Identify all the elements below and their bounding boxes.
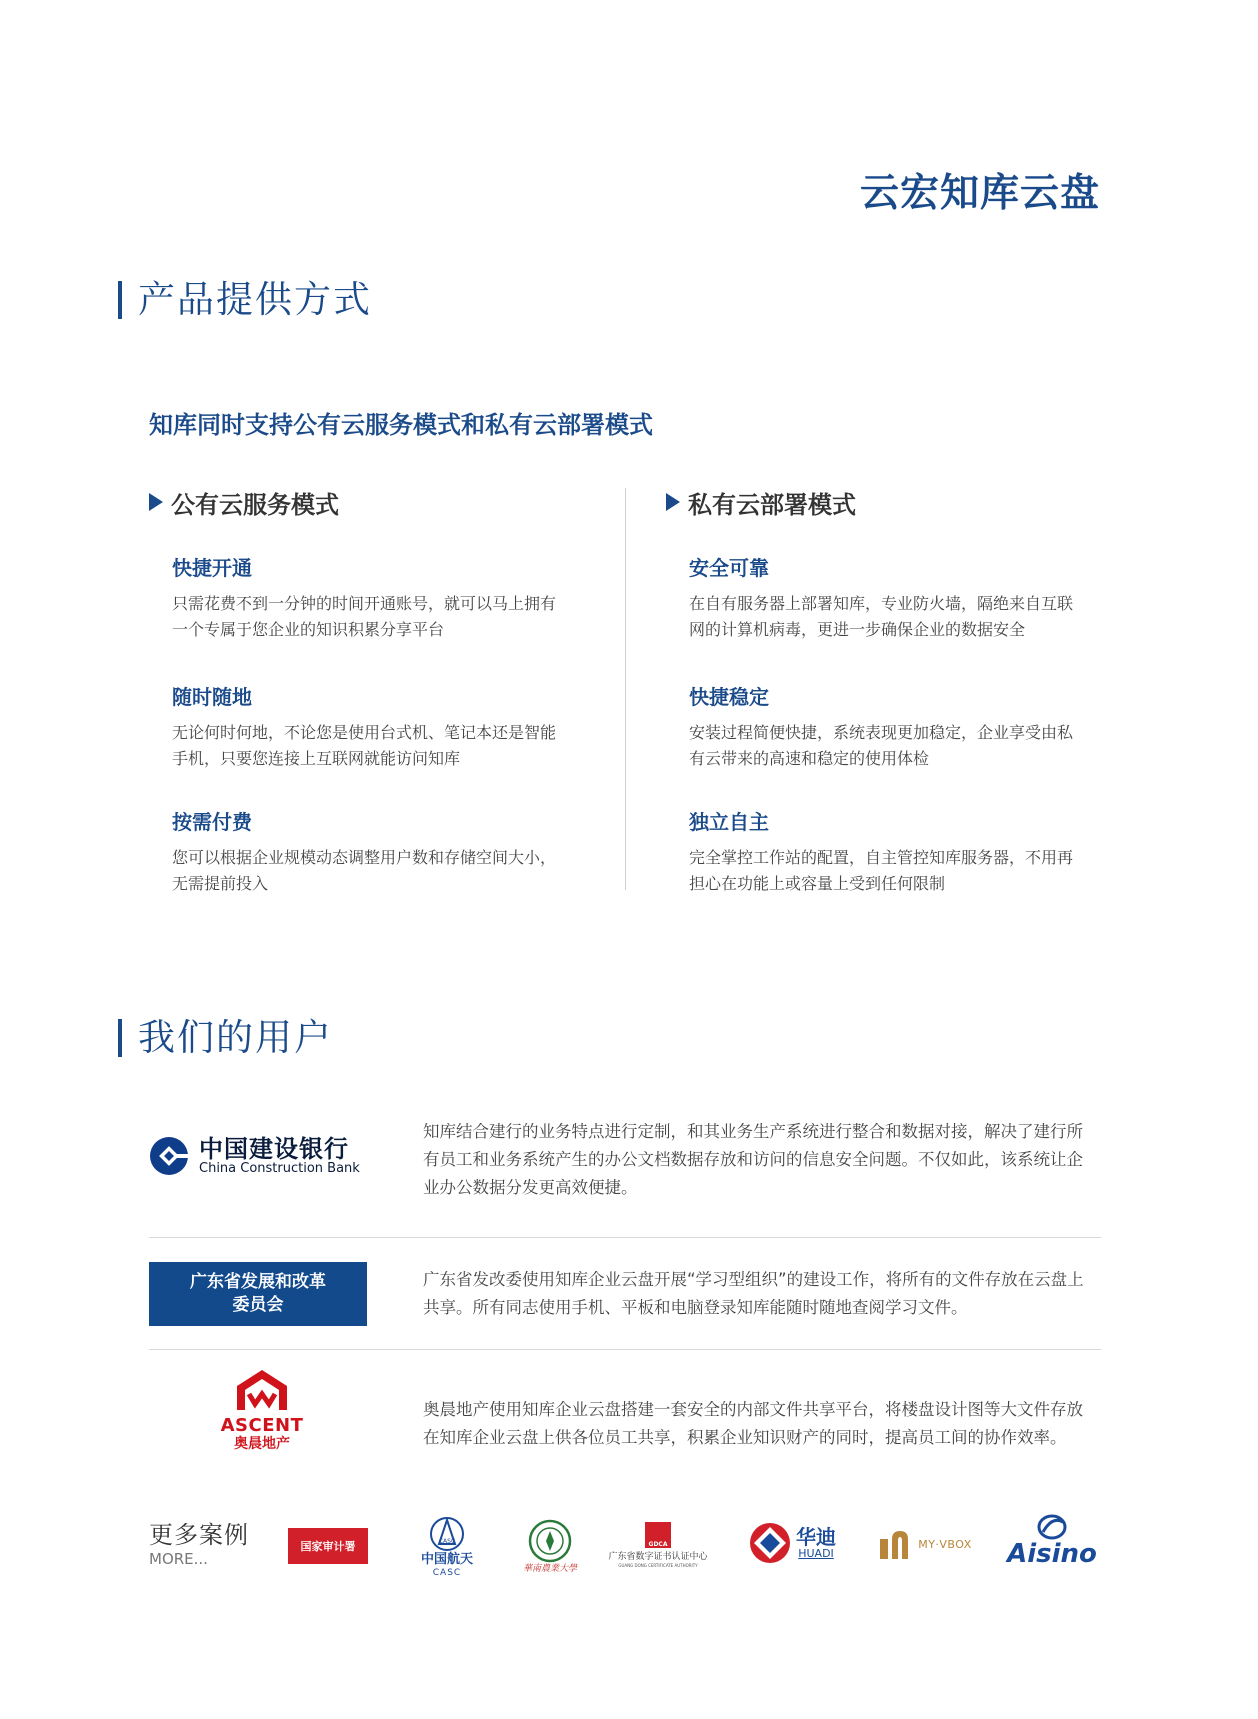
ccb-name-cn: 中国建设银行 bbox=[199, 1135, 349, 1163]
feature-desc bbox=[689, 591, 1109, 643]
more-cases-subtitle: MORE... bbox=[149, 1550, 208, 1568]
gd-drc-logo bbox=[149, 1262, 367, 1326]
casc-emblem-icon bbox=[429, 1516, 465, 1552]
user-case-desc bbox=[423, 1396, 1103, 1452]
ccb-name-en: China Construction Bank bbox=[199, 1161, 360, 1176]
gdca-badge-text: GDCA bbox=[648, 1540, 668, 1548]
feature-desc-line: 您可以根据企业规模动态调整用户数和存储空间大小， bbox=[172, 848, 557, 867]
ascent-name-cn: 奥晨地产 bbox=[234, 1436, 290, 1452]
desc-line: 在知库企业云盘上供各位员工共享，积累企业知识财产的同时，提高员工间的协作效率。 bbox=[423, 1428, 1067, 1447]
myvbox-name: MY·VBOX bbox=[918, 1537, 972, 1551]
feature-desc bbox=[172, 720, 592, 772]
private-cloud-column bbox=[666, 485, 1096, 893]
aisino-logo bbox=[1002, 1506, 1102, 1576]
casc-badge-text: CASC bbox=[438, 1538, 456, 1545]
scau-name: 華南農業大學 bbox=[522, 1564, 577, 1574]
ascent-name-en: ASCENT bbox=[220, 1415, 304, 1436]
ascent-logo bbox=[217, 1368, 307, 1452]
more-cases bbox=[149, 1520, 249, 1568]
feature-item bbox=[689, 807, 1109, 897]
ascent-house-icon bbox=[235, 1368, 289, 1412]
gdca-name-cn: 广东省数字证书认证中心 bbox=[608, 1551, 708, 1562]
desc-line: 奥晨地产使用知库企业云盘搭建一套安全的内部文件共享平台，将楼盘设计图等大文件存放 bbox=[423, 1400, 1083, 1419]
feature-item bbox=[172, 682, 592, 772]
casc-emblem bbox=[429, 1516, 465, 1552]
feature-desc-line: 只需花费不到一分钟的时间开通账号，就可以马上拥有 bbox=[172, 594, 557, 613]
huadi-emblem-icon bbox=[748, 1521, 792, 1565]
ccb-logo bbox=[149, 1136, 360, 1176]
feature-desc-line: 在自有服务器上部署知库，专业防火墙，隔绝来自互联 bbox=[689, 594, 1074, 613]
feature-item bbox=[172, 553, 592, 643]
user-case-ccb bbox=[149, 1118, 1101, 1213]
column-title: 私有云部署模式 bbox=[688, 490, 856, 519]
feature-item bbox=[689, 682, 1109, 772]
feature-title: 随时随地 bbox=[172, 685, 252, 709]
desc-line: 业办公数据分发更高效便捷。 bbox=[423, 1178, 638, 1197]
gd-drc-name-line: 广东省发展和改革 bbox=[190, 1272, 326, 1292]
feature-title: 快捷开通 bbox=[172, 556, 252, 580]
huadi-wordmark bbox=[796, 1526, 836, 1560]
section-header-users bbox=[118, 1016, 333, 1060]
desc-line: 有员工和业务系统产生的办公文档数据存放和访问的信息安全问题。不仅如此，该系统让企 bbox=[423, 1150, 1083, 1169]
casc-name-cn: 中国航天 bbox=[420, 1552, 473, 1567]
delivery-subtitle: 知库同时支持公有云服务模式和私有云部署模式 bbox=[149, 411, 653, 439]
user-case-desc bbox=[423, 1118, 1103, 1202]
gdca-name-en: GUANG DONG CERTIFICATE AUTHORITY bbox=[618, 1562, 698, 1568]
casc-logo bbox=[412, 1512, 482, 1582]
scau-logo bbox=[515, 1512, 585, 1582]
desc-line: 广东省发改委使用知库企业云盘开展“学习型组织”的建设工作，将所有的文件存放在云盘上 bbox=[423, 1270, 1084, 1289]
section-header-delivery bbox=[118, 278, 372, 322]
feature-desc bbox=[689, 845, 1109, 897]
triangle-icon bbox=[666, 493, 680, 511]
audit-office-name: 国家审计署 bbox=[300, 1540, 356, 1553]
feature-item bbox=[172, 807, 592, 897]
feature-desc bbox=[172, 591, 592, 643]
feature-desc-line: 手机，只要您连接上互联网就能访问知库 bbox=[172, 749, 461, 768]
section-accent-bar bbox=[118, 1019, 122, 1057]
huadi-logo bbox=[742, 1515, 842, 1571]
column-header bbox=[666, 485, 1096, 519]
gdca-emblem bbox=[645, 1522, 671, 1548]
gd-drc-name-line: 委员会 bbox=[232, 1295, 284, 1315]
myvbox-emblem-icon bbox=[878, 1527, 914, 1561]
section-title: 我们的用户 bbox=[138, 1016, 333, 1059]
public-cloud-column bbox=[149, 485, 579, 893]
scau-seal-icon bbox=[528, 1519, 572, 1563]
feature-desc bbox=[172, 845, 592, 897]
feature-desc-line: 一个专属于您企业的知识积累分享平台 bbox=[172, 620, 445, 639]
casc-name-en: CASC bbox=[432, 1568, 462, 1578]
ccb-emblem-icon bbox=[149, 1136, 189, 1176]
feature-desc-line: 网的计算机病毒，更进一步确保企业的数据安全 bbox=[689, 620, 1026, 639]
row-divider bbox=[149, 1237, 1101, 1238]
user-case-desc bbox=[423, 1266, 1103, 1322]
feature-title: 独立自主 bbox=[689, 810, 769, 834]
section-title: 产品提供方式 bbox=[138, 278, 372, 321]
feature-item bbox=[689, 553, 1109, 643]
feature-title: 快捷稳定 bbox=[689, 685, 769, 709]
feature-desc-line: 担心在功能上或容量上受到任何限制 bbox=[689, 874, 946, 893]
ccb-wordmark bbox=[199, 1136, 360, 1176]
feature-desc-line: 无需提前投入 bbox=[172, 874, 269, 893]
desc-line: 共享。所有同志使用手机、平板和电脑登录知库能随时随地查阅学习文件。 bbox=[423, 1298, 968, 1317]
more-cases-title: 更多案例 bbox=[149, 1521, 249, 1549]
section-accent-bar bbox=[118, 281, 122, 319]
brand-title: 云宏知库云盘 bbox=[859, 171, 1100, 216]
myvbox-logo bbox=[870, 1524, 980, 1564]
feature-desc-line: 无论何时何地，不论您是使用台式机、笔记本还是智能 bbox=[172, 723, 557, 742]
row-divider bbox=[149, 1349, 1101, 1350]
user-case-gd-drc bbox=[149, 1262, 1101, 1328]
feature-title: 按需付费 bbox=[172, 810, 252, 834]
feature-title: 安全可靠 bbox=[689, 556, 769, 580]
feature-desc-line: 安装过程简便快捷，系统表现更加稳定，企业享受由私 bbox=[689, 723, 1074, 742]
column-title: 公有云服务模式 bbox=[171, 490, 339, 519]
gdca-logo bbox=[608, 1505, 708, 1585]
huadi-name-en: HUADI bbox=[798, 1547, 834, 1560]
audit-office-logo bbox=[288, 1528, 368, 1564]
huadi-name-cn: 华迪 bbox=[796, 1525, 836, 1549]
feature-desc bbox=[689, 720, 1109, 772]
desc-line: 知库结合建行的业务特点进行定制，和其业务生产系统进行整合和数据对接，解决了建行所 bbox=[423, 1122, 1083, 1141]
column-header bbox=[149, 485, 579, 519]
column-divider bbox=[625, 488, 626, 890]
triangle-icon bbox=[149, 493, 163, 511]
aisino-name: Aisino bbox=[1007, 1539, 1097, 1569]
feature-desc-line: 有云带来的高速和稳定的使用体检 bbox=[689, 749, 930, 768]
feature-desc-line: 完全掌控工作站的配置，自主管控知库服务器，不用再 bbox=[689, 848, 1074, 867]
aisino-emblem-icon bbox=[1037, 1514, 1067, 1540]
user-case-ascent bbox=[149, 1368, 1101, 1458]
